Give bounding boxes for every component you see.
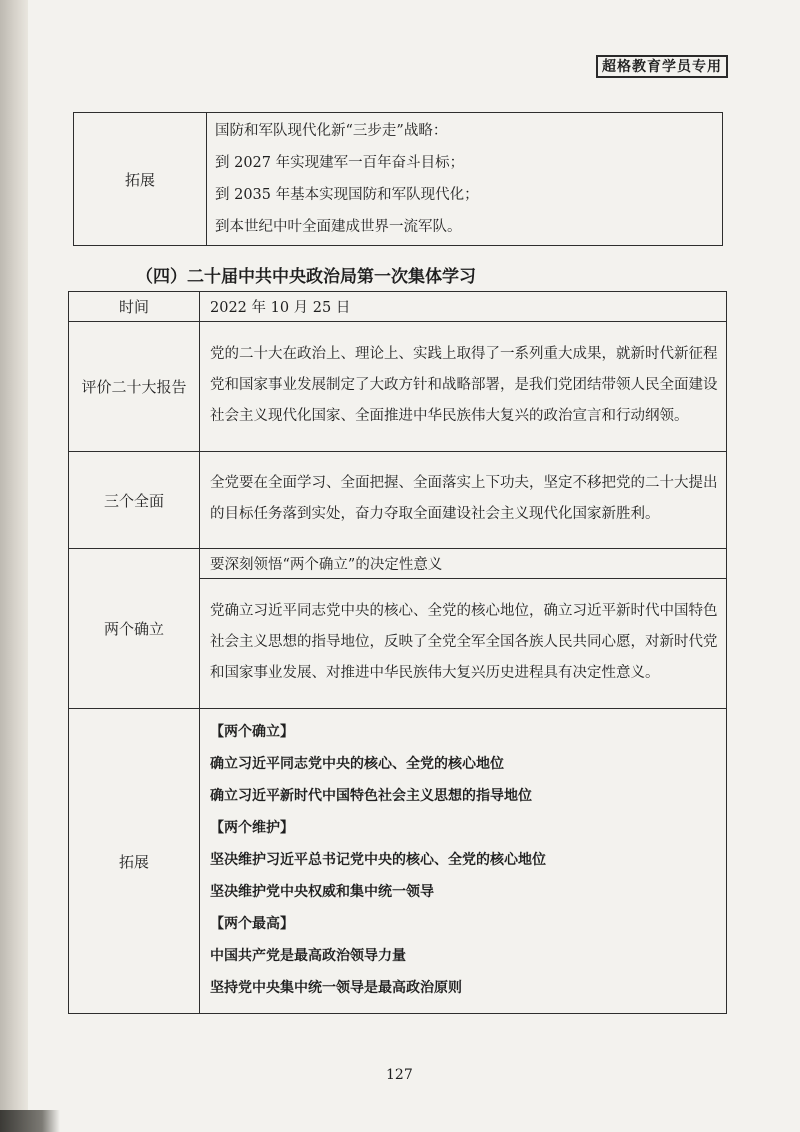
top-line: 到本世纪中叶全面建成世界一流军队。 (215, 219, 462, 235)
time-label: 时间 (69, 292, 200, 322)
extension-line: 坚决维护习近平总书记党中央的核心、全党的核心地位 (210, 852, 546, 868)
top-table (73, 112, 723, 246)
top-line: 国防和军队现代化新“三步走”战略： (215, 123, 448, 139)
section-heading: （四）二十届中共中央政治局第一次集体学习 (136, 267, 476, 287)
two-establish-text: 党确立习近平同志党中央的核心、全党的核心地位，确立习近平新时代中国特色社会主义思想的指导地位，反映了全党全军全国各族人民共同心愿，对新时代党和国家事业发展、对推进中华民族伟大复兴历史进程具有决定性意义。 (200, 579, 727, 709)
extension-line: 确立习近平新时代中国特色社会主义思想的指导地位 (210, 788, 532, 804)
page-corner-shadow (0, 1110, 60, 1132)
extension-bracket-title: 【两个最高】 (210, 916, 294, 932)
extension-label: 拓展 (69, 709, 200, 1014)
main-table (68, 291, 727, 1014)
time-value: 2022 年 10 月 25 日 (200, 292, 727, 322)
two-establish-subtitle: 要深刻领悟“两个确立”的决定性意义 (200, 549, 727, 579)
evaluation-text: 党的二十大在政治上、理论上、实践上取得了一系列重大成果，就新时代新征程党和国家事业发展制定了大政方针和战略部署，是我们党团结带领人民全面建设社会主义现代化国家、全面推进中华民族伟大复兴的政治宣言和行动纲领。 (200, 322, 727, 452)
top-line: 到 2027 年实现建军一百年奋斗目标； (215, 155, 465, 171)
document-page (28, 0, 800, 1132)
extension-line: 坚持党中央集中统一领导是最高政治原则 (210, 980, 462, 996)
page-number: 127 (386, 1067, 413, 1083)
extension-content (200, 709, 727, 1014)
three-comprehensive-row (69, 452, 727, 549)
extension-line: 坚决维护党中央权威和集中统一领导 (210, 884, 434, 900)
top-extension-label: 拓展 (74, 113, 207, 246)
two-establish-subtitle-row (69, 549, 727, 579)
three-comprehensive-label: 三个全面 (69, 452, 200, 549)
book-spine-shadow (0, 0, 28, 1132)
extension-bracket-title: 【两个维护】 (210, 820, 294, 836)
three-comprehensive-text: 全党要在全面学习、全面把握、全面落实上下功夫，坚定不移把党的二十大提出的目标任务落到实处，奋力夺取全面建设社会主义现代化国家新胜利。 (200, 452, 727, 549)
header-tag: 超格教育学员专用 (596, 55, 728, 78)
top-line: 到 2035 年基本实现国防和军队现代化； (215, 187, 479, 203)
evaluation-row (69, 322, 727, 452)
two-establish-label: 两个确立 (69, 549, 200, 709)
extension-row (69, 709, 727, 1014)
time-row (69, 292, 727, 322)
extension-line: 确立习近平同志党中央的核心、全党的核心地位 (210, 756, 504, 772)
evaluation-label: 评价二十大报告 (69, 322, 200, 452)
top-extension-content (207, 113, 723, 246)
extension-bracket-title: 【两个确立】 (210, 724, 294, 740)
extension-line: 中国共产党是最高政治领导力量 (210, 948, 406, 964)
